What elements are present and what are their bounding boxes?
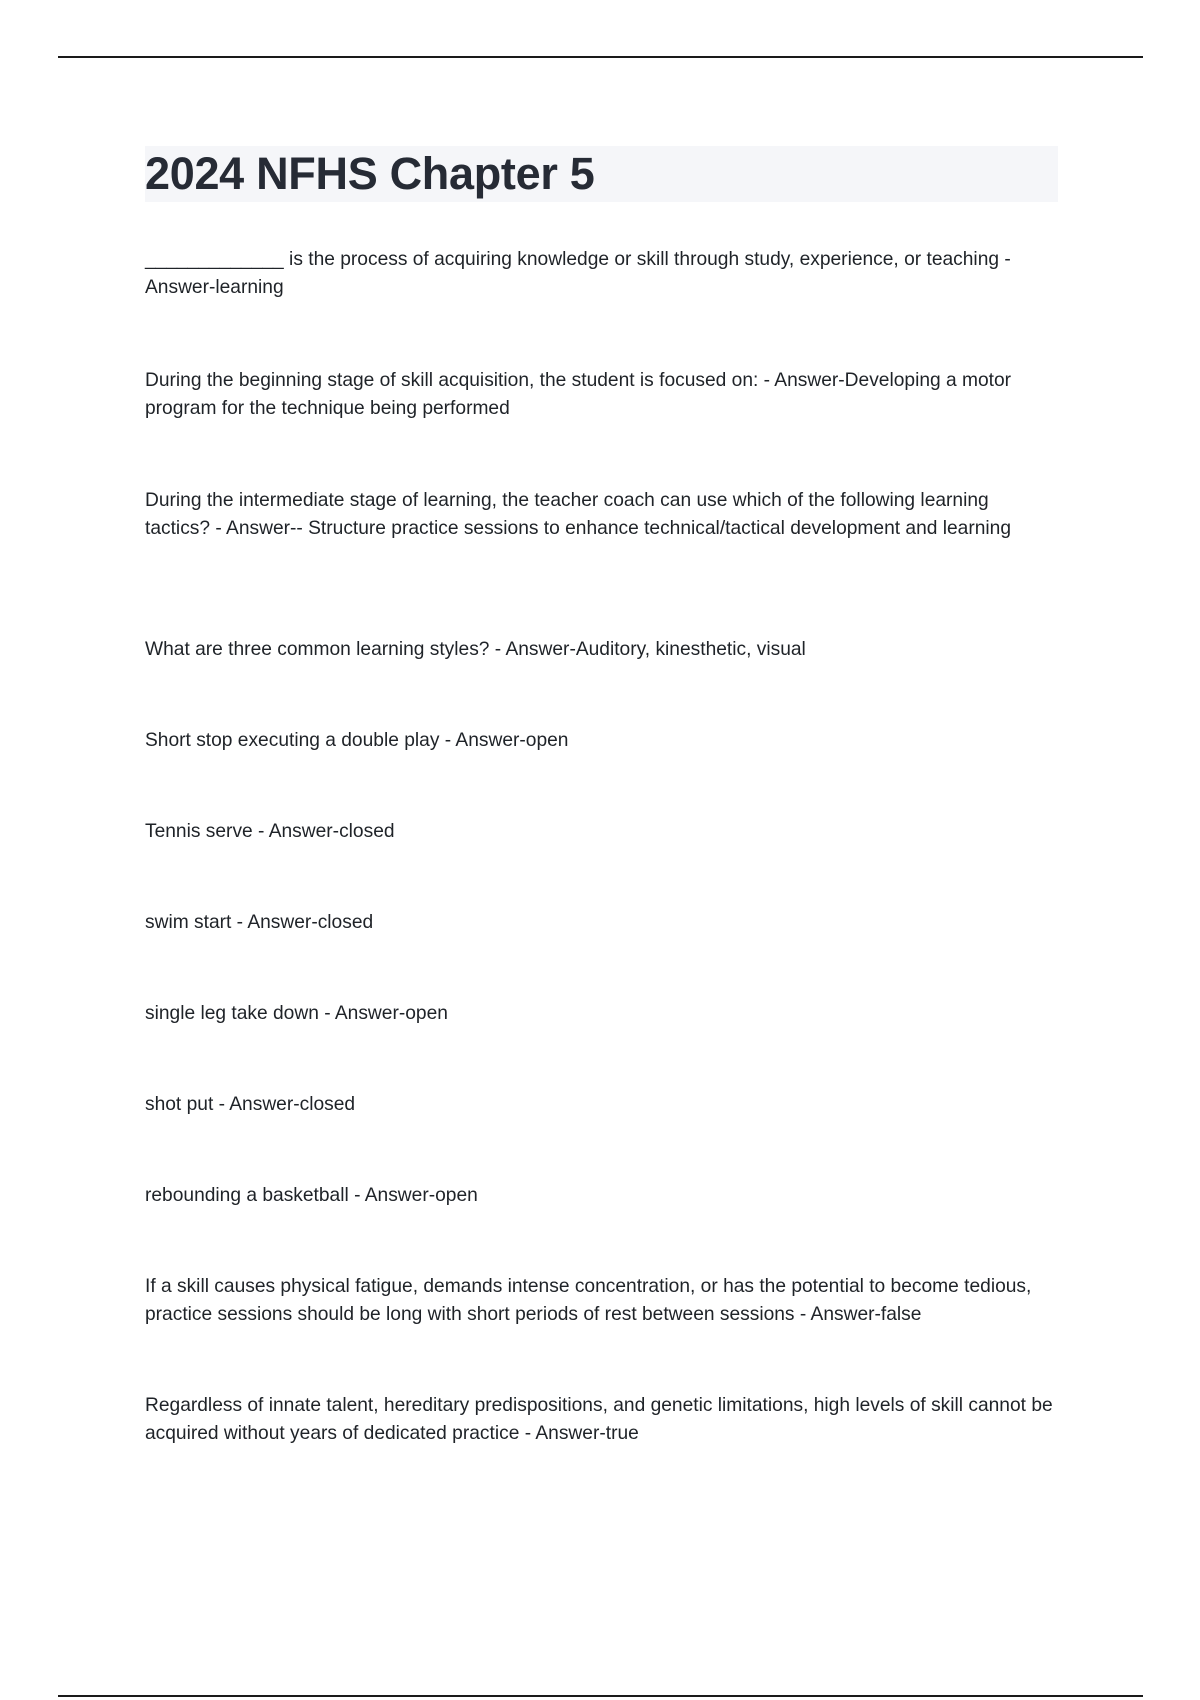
qa-item-9: shot put - Answer-closed xyxy=(145,1094,356,1115)
qa-item-5: Short stop executing a double play - Answer-open xyxy=(145,730,569,751)
qa-item-6: Tennis serve - Answer-closed xyxy=(145,821,395,842)
qa-item-11: If a skill causes physical fatigue, demands intense concentration, or has the potential to become tedious, practice sessions should be long with short periods of rest between sessions - Answer-false xyxy=(145,1276,1032,1325)
qa-item-7: swim start - Answer-closed xyxy=(145,912,374,933)
qa-item-3: During the intermediate stage of learning, the teacher coach can use which of the following learning tactics? - Answer-- Structure practice sessions to enhance technical/tactical development and learning xyxy=(145,490,1012,539)
qa-item-1: _____________ is the process of acquiring knowledge or skill through study, experience, or teaching - Answer-learning xyxy=(145,249,1011,298)
qa-item-2: During the beginning stage of skill acquisition, the student is focused on: - Answer-Developing a motor program for the technique being performed xyxy=(145,370,1012,419)
page-title: 2024 NFHS Chapter 5 xyxy=(145,148,595,199)
qa-item-10: rebounding a basketball - Answer-open xyxy=(145,1185,478,1206)
qa-item-4: What are three common learning styles? - Answer-Auditory, kinesthetic, visual xyxy=(145,639,806,660)
header-rule xyxy=(58,56,1143,58)
footer-rule xyxy=(58,1695,1143,1697)
qa-item-12: Regardless of innate talent, hereditary predispositions, and genetic limitations, high levels of skill cannot be acquired without years of dedicated practice - Answer-true xyxy=(145,1395,1053,1444)
qa-item-8: single leg take down - Answer-open xyxy=(145,1003,448,1024)
